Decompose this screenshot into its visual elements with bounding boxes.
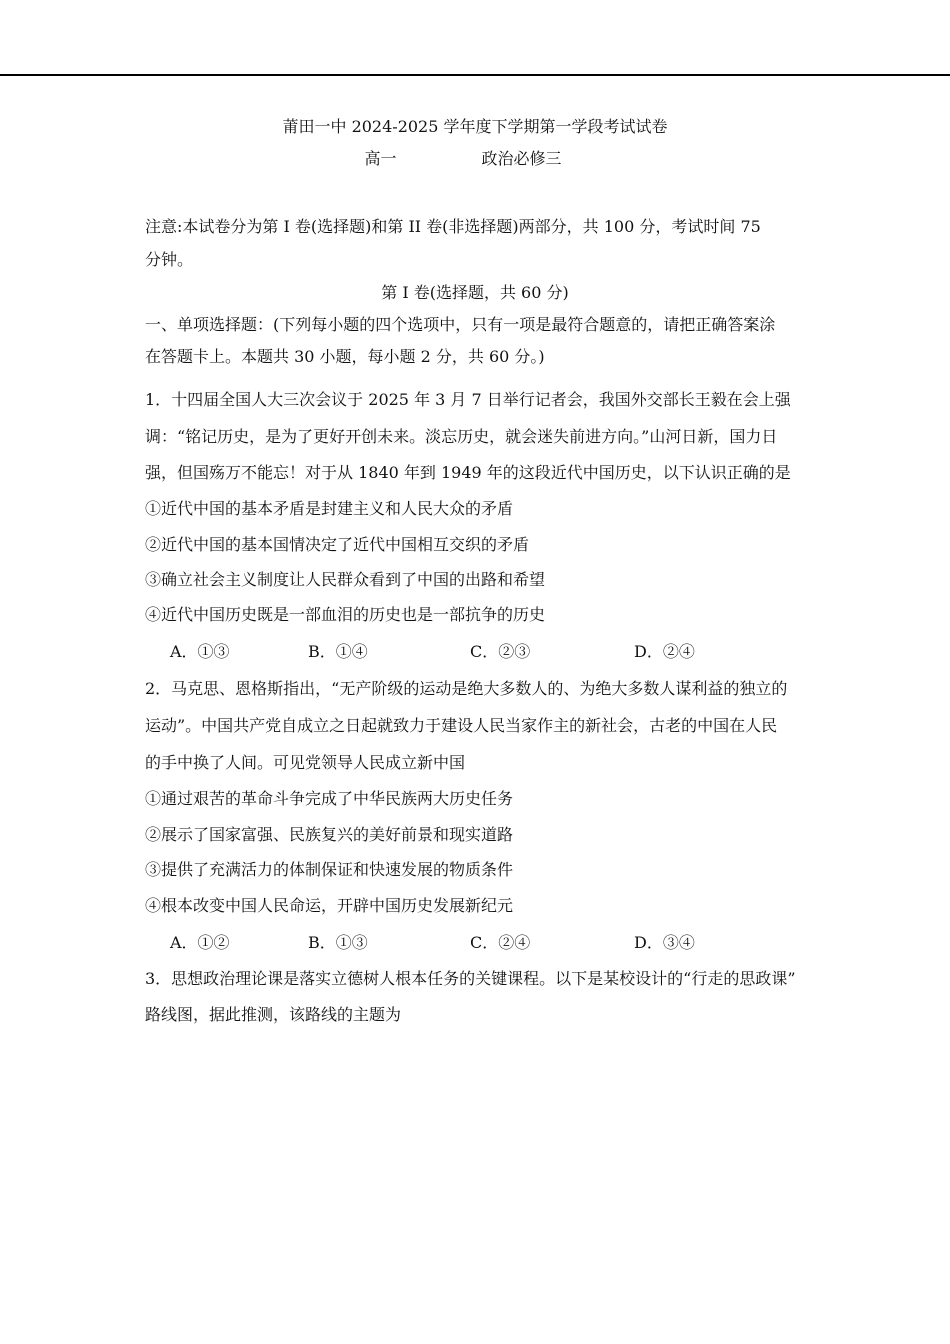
option-d: D．②④ — [634, 642, 695, 661]
question-stem-line: 的手中换了人间。可见党领导人民成立新中国 — [145, 753, 466, 772]
statement-3: ③提供了充满活力的体制保证和快速发展的物质条件 — [145, 860, 514, 879]
subject-label: 政治必修三 — [481, 149, 562, 168]
header-rule — [0, 74, 950, 76]
section-title: 第 Ⅰ 卷(选择题，共 60 分) — [381, 283, 569, 302]
exam-title: 莆田一中 2024-2025 学年度下学期第一学段考试试卷 — [282, 117, 668, 136]
statement-2: ②近代中国的基本国情决定了近代中国相互交织的矛盾 — [145, 535, 530, 554]
question-stem-line: 3．思想政治理论课是落实立德树人根本任务的关键课程。以下是某校设计的“行走的思政课” — [145, 969, 796, 988]
option-a: A．①③ — [170, 642, 230, 661]
section-instruction-1: 一、单项选择题：(下列每小题的四个选项中，只有一项是最符合题意的，请把正确答案涂 — [145, 315, 776, 334]
notice-line-2: 分钟。 — [145, 250, 194, 269]
option-a: A．①② — [170, 933, 230, 952]
grade-label: 高一 — [364, 149, 397, 168]
question-stem-line: 强，但国殇万不能忘！对于从 1840 年到 1949 年的这段近代中国历史，以下认识正确的是 — [145, 463, 791, 482]
statement-1: ①近代中国的基本矛盾是封建主义和人民大众的矛盾 — [145, 499, 514, 518]
section-instruction-2: 在答题卡上。本题共 30 小题，每小题 2 分，共 60 分。) — [145, 347, 545, 366]
question-stem-line: 路线图，据此推测，该路线的主题为 — [145, 1005, 402, 1024]
statement-1: ①通过艰苦的革命斗争完成了中华民族两大历史任务 — [145, 789, 514, 808]
question-stem-line: 调：“铭记历史，是为了更好开创未来。淡忘历史，就会迷失前进方向。”山河日新，国力日 — [145, 427, 778, 446]
statement-4: ④根本改变中国人民命运，开辟中国历史发展新纪元 — [145, 896, 514, 915]
statement-4: ④近代中国历史既是一部血泪的历史也是一部抗争的历史 — [145, 605, 546, 624]
option-b: B．①④ — [308, 642, 368, 661]
question-stem-line: 2．马克思、恩格斯指出，“无产阶级的运动是绝大多数人的、为绝大多数人谋利益的独立的 — [145, 679, 788, 698]
exam-subtitle — [0, 149, 950, 169]
option-c: C．②③ — [470, 642, 531, 661]
question-stem-line: 运动”。中国共产党自成立之日起就致力于建设人民当家作主的新社会，古老的中国在人民 — [145, 716, 778, 735]
option-b: B．①③ — [308, 933, 368, 952]
question-stem-line: 1．十四届全国人大三次会议于 2025 年 3 月 7 日举行记者会，我国外交部长王毅在会上强 — [145, 390, 791, 409]
statement-3: ③确立社会主义制度让人民群众看到了中国的出路和希望 — [145, 570, 546, 589]
option-c: C．②④ — [470, 933, 531, 952]
statement-2: ②展示了国家富强、民族复兴的美好前景和现实道路 — [145, 825, 514, 844]
notice-line-1: 注意:本试卷分为第 Ⅰ 卷(选择题)和第 II 卷(非选择题)两部分，共 100 分，考试时间 75 — [145, 217, 761, 236]
option-d: D．③④ — [634, 933, 695, 952]
